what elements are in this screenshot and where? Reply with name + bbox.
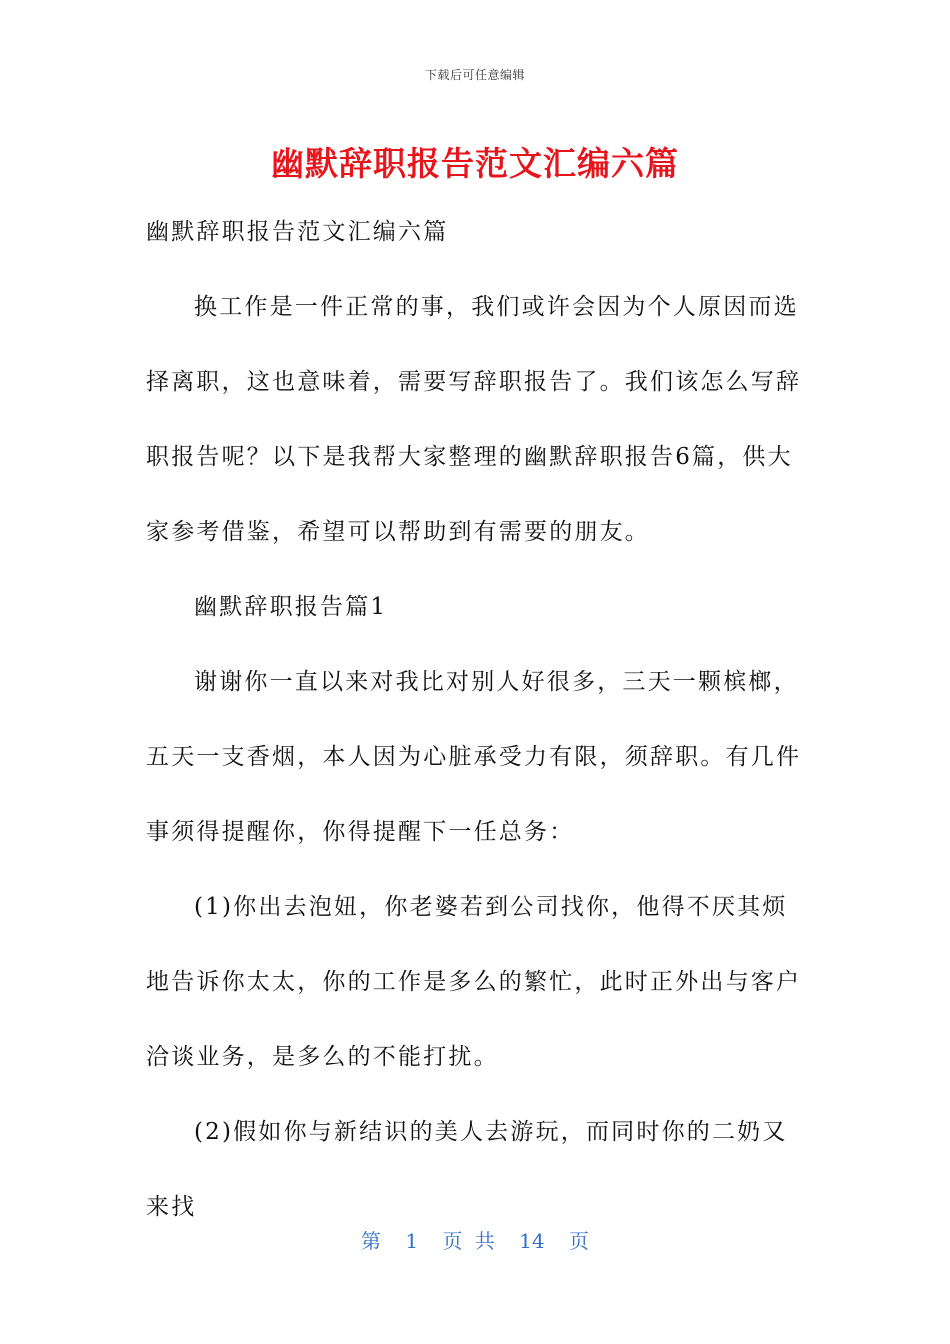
document-body [146, 195, 806, 1245]
footer-mid: 页 共 [442, 1229, 495, 1253]
footer-suffix: 页 [568, 1229, 589, 1253]
footer-prefix: 第 [361, 1229, 381, 1253]
document-title: 幽默辞职报告范文汇编六篇 [271, 144, 679, 183]
paragraph-2: (1)你出去泡妞，你老婆若到公司找你，他得不厌其烦地告诉你太太，你的工作是多么的繁忙，此时正外出与客户洽谈业务，是多么的不能打扰。 [146, 894, 802, 1070]
intro-paragraph: 换工作是一件正常的事，我们或许会因为个人原因而选择离职，这也意味着，需要写辞职报告了。我们该怎么写辞职报告呢？以下是我帮大家整理的幽默辞职报告6篇，供大家参考借鉴，希望可以帮助到有需要的朋友。 [146, 294, 802, 545]
page-footer [0, 1225, 950, 1254]
paragraph-1: 谢谢你一直以来对我比对别人好很多，三天一颗槟榔，五天一支香烟，本人因为心脏承受力有限，须辞职。有几件事须得提醒你，你得提醒下一任总务： [146, 669, 802, 845]
header-note: 下载后可任意编辑 [424, 68, 525, 82]
paragraph-3: (2)假如你与新结识的美人去游玩，而同时你的二奶又来找 [146, 1119, 788, 1220]
page-number-total: 14 [519, 1229, 545, 1253]
page-number-current: 1 [405, 1229, 419, 1253]
section-heading: 幽默辞职报告篇1 [194, 594, 388, 620]
document-subtitle: 幽默辞职报告范文汇编六篇 [146, 219, 449, 245]
